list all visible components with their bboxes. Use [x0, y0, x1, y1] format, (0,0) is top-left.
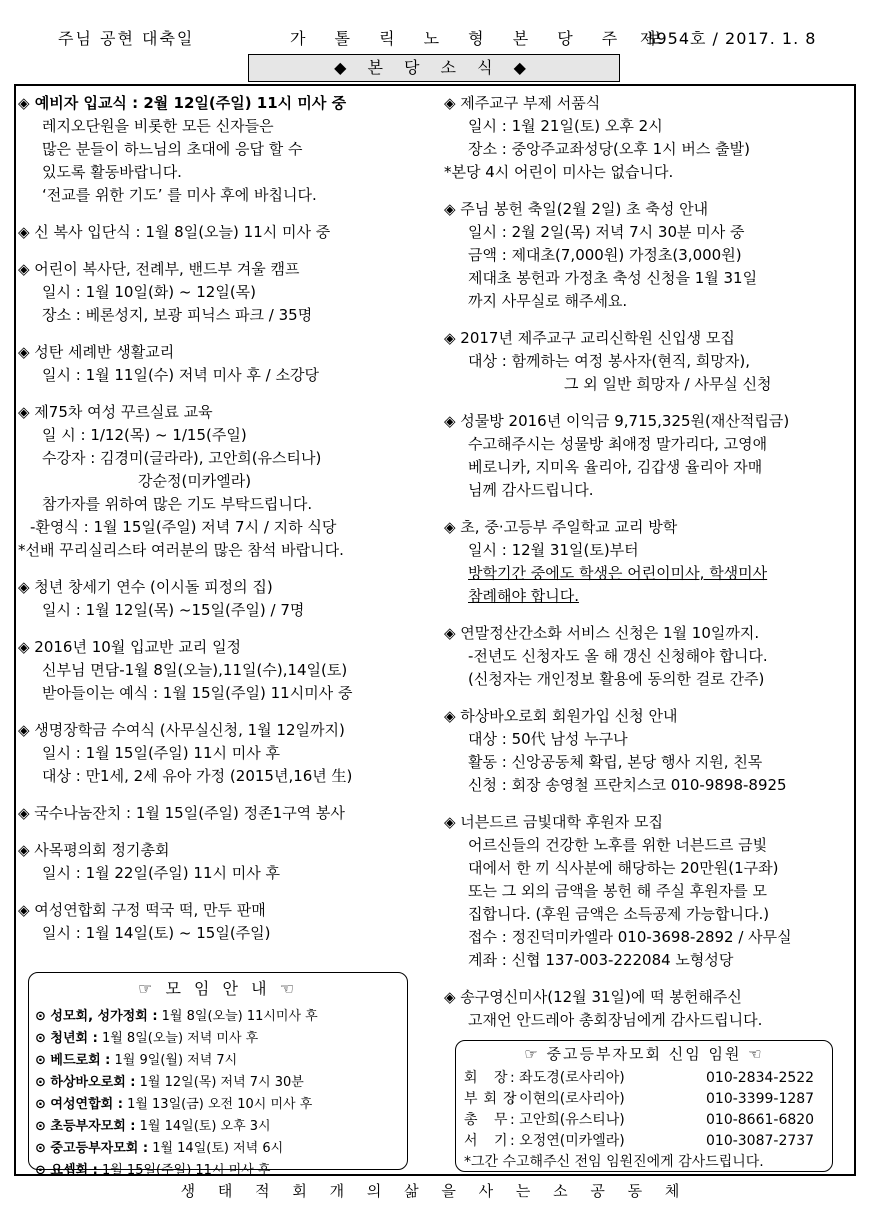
notice-line: 있도록 활동바랍니다. — [42, 163, 182, 181]
meeting-row — [35, 1094, 401, 1116]
meeting-row — [35, 1006, 401, 1028]
officer-name: : 고안희(유스티나) — [510, 1112, 625, 1128]
officer-role: 부회장 — [464, 1091, 523, 1107]
notice-item — [444, 811, 850, 972]
meeting-name: ⊙ 베드로회 : — [35, 1053, 111, 1068]
officers-title: ☞ 중고등부자모회 신임 임원 ☜ — [524, 1045, 764, 1063]
notice-line: 일시 : 1월 10일(화) ~ 12일(목) — [42, 283, 257, 301]
notice-title: ◈ 연말정산간소화 서비스 신청은 1월 10일까지. — [444, 624, 760, 642]
notice-line: 또는 그 외의 금액을 봉헌 해 주실 후원자를 모 — [468, 882, 767, 900]
meeting-row — [35, 1160, 401, 1182]
officer-phone: 010-3399-1287 — [706, 1091, 815, 1107]
meetings-box — [28, 972, 408, 1178]
notice-line: -전년도 신청자도 올 해 갱신 신청해야 합니다. — [468, 647, 768, 665]
notice-line: 일시 : 12월 31일(토)부터 — [468, 541, 639, 559]
meeting-row — [35, 1072, 401, 1094]
notice-item — [444, 516, 850, 608]
notice-title: ◈ 국수나눔잔치 : 1월 15일(주일) 정존1구역 봉사 — [18, 804, 345, 822]
notice-line: 일시 : 1월 11일(수) 저녁 미사 후 / 소강당 — [42, 366, 319, 384]
officers-note: *그간 수고해주신 전임 임원진에게 감사드립니다. — [464, 1154, 764, 1170]
meeting-name: ⊙ 여성연합회 : — [35, 1097, 123, 1112]
notice-title: ◈ 제주교구 부제 서품식 — [444, 94, 601, 112]
notice-line: 신청 : 회장 송영철 프란치스코 010-9898-8925 — [468, 776, 787, 794]
notice-item — [18, 839, 426, 885]
meeting-detail: 1월 9일(월) 저녁 7시 — [110, 1053, 238, 1068]
officers-box — [455, 1040, 833, 1172]
meeting-row — [35, 1028, 401, 1050]
notice-line: 접수 : 정진덕미카엘라 010-3698-2892 / 사무실 — [468, 928, 792, 946]
notice-item — [444, 198, 850, 313]
notice-title: ◈ 어린이 복사단, 전례부, 밴드부 겨울 캠프 — [18, 260, 300, 278]
officer-row — [464, 1089, 824, 1110]
notice-item — [18, 636, 426, 705]
notice-line: (신청자는 개인정보 활용에 동의한 걸로 간주) — [468, 670, 765, 688]
notice-line: 일시 : 2월 2일(목) 저녁 7시 30분 미사 중 — [468, 223, 745, 241]
notice-line: 계좌 : 신협 137-003-222084 노형성당 — [468, 951, 734, 969]
notice-line: 그 외 일반 희망자 / 사무실 신청 — [564, 375, 772, 393]
notice-title: ◈ 사목평의회 정기총회 — [18, 841, 170, 859]
notice-title: ◈ 성탄 세례반 생활교리 — [18, 343, 175, 361]
feast-name: 주님 공현 대축일 — [58, 29, 195, 48]
notice-item — [444, 410, 850, 502]
notice-item — [444, 705, 850, 797]
notice-line: 장소 : 베론성지, 보광 피닉스 파크 / 35명 — [42, 306, 313, 324]
bulletin-title: 가 톨 릭 노 형 본 당 주 보 — [290, 29, 674, 48]
meeting-name: ⊙ 중고등부자모회 : — [35, 1141, 149, 1156]
officer-role: 서 기 — [464, 1133, 514, 1149]
notice-line: 장소 : 중앙주교좌성당(오후 1시 버스 출발) — [468, 140, 750, 158]
meeting-row — [35, 1116, 401, 1138]
officer-role: 총 무 — [464, 1112, 514, 1128]
bulletin-header — [0, 27, 869, 51]
meeting-row — [35, 1138, 401, 1160]
meeting-name: ⊙ 요셉회 : — [35, 1163, 98, 1178]
meeting-name: ⊙ 성모회, 성가정회 : — [35, 1009, 158, 1024]
notice-line: 일 시 : 1/12(목) ~ 1/15(주일) — [42, 426, 247, 444]
officer-row — [464, 1110, 824, 1131]
notice-title: ◈ 청년 창세기 연수 (이시돌 피정의 집) — [18, 578, 273, 596]
notice-line: 베로니카, 지미옥 율리아, 김갑생 율리아 자매 — [468, 458, 763, 476]
meetings-title: ☞ 모 임 안 내 ☜ — [138, 979, 298, 998]
notice-line: 제대초 봉헌과 가정초 축성 신청을 1월 31일 — [468, 269, 758, 287]
meeting-detail: 1월 15일(주일) 11시 미사 후 — [97, 1163, 271, 1178]
notice-item — [18, 401, 426, 562]
notice-line: 많은 분들이 하느님의 초대에 응답 할 수 — [42, 140, 303, 158]
notice-line: *본당 4시 어린이 미사는 없습니다. — [444, 163, 674, 181]
notice-line: 금액 : 제대초(7,000원) 가정초(3,000원) — [468, 246, 742, 264]
notice-item — [18, 258, 426, 327]
notice-line: 고재언 안드레아 총회장님에게 감사드립니다. — [468, 1011, 763, 1029]
notice-line: 수강자 : 김경미(글라라), 고안희(유스티나) — [42, 449, 322, 467]
officer-phone: 010-8661-6820 — [706, 1112, 815, 1128]
notice-item — [18, 899, 426, 945]
left-column — [18, 92, 426, 959]
notice-item — [18, 719, 426, 788]
notice-title: ◈ 하상바오로회 회원가입 신청 안내 — [444, 707, 678, 725]
notice-title: ◈ 초, 중·고등부 주일학교 교리 방학 — [444, 518, 678, 536]
meeting-detail: 1월 13일(금) 오전 10시 미사 후 — [122, 1097, 313, 1112]
notice-line: 일시 : 1월 22일(주일) 11시 미사 후 — [42, 864, 280, 882]
notice-line: 집합니다. (후원 금액은 소득공제 가능합니다.) — [468, 905, 770, 923]
notice-line: 레지오단원을 비롯한 모든 신자들은 — [42, 117, 274, 135]
notice-line: -환영식 : 1월 15일(주일) 저녁 7시 / 지하 식당 — [30, 518, 337, 536]
notice-item — [18, 802, 426, 825]
notice-line: ‘전교를 위한 기도’ 를 미사 후에 바칩니다. — [42, 186, 317, 204]
notice-line: 님께 감사드립니다. — [468, 481, 594, 499]
notice-item — [18, 576, 426, 622]
section-banner: ◆ 본 당 소 식 ◆ — [248, 54, 620, 82]
notice-title: ◈ 제75차 여성 꾸르실료 교육 — [18, 403, 213, 421]
notice-title: ◈ 2017년 제주교구 교리신학원 신입생 모집 — [444, 329, 735, 347]
notice-title: ◈ 생명장학금 수여식 (사무실신청, 1월 12일까지) — [18, 721, 345, 739]
notice-line: *선배 꾸리실리스타 여러분의 많은 참석 바랍니다. — [18, 541, 344, 559]
notice-item — [18, 341, 426, 387]
issue-number-date: 제954호 / 2017. 1. 8 — [640, 29, 817, 48]
meeting-detail: 1월 14일(토) 오후 3시 — [135, 1119, 271, 1134]
notice-title: ◈ 여성연합회 구정 떡국 떡, 만두 판매 — [18, 901, 266, 919]
notice-line: 일시 : 1월 15일(주일) 11시 미사 후 — [42, 744, 280, 762]
officer-name: : 이현의(로사리아) — [510, 1091, 625, 1107]
notice-title: ◈ 송구영신미사(12월 31일)에 떡 봉헌해주신 — [444, 988, 742, 1006]
meeting-detail: 1월 8일(오늘) 11시미사 후 — [157, 1009, 318, 1024]
footer-motto: 생 태 적 회 개 의 삶 을 사 는 소 공 동 체 — [180, 1182, 689, 1200]
notice-line: 어르신들의 건강한 노후를 위한 너븐드르 금빛 — [468, 836, 768, 854]
notice-line: 대상 : 50代 남성 누구나 — [468, 730, 628, 748]
officer-row — [464, 1068, 824, 1089]
notice-item — [444, 327, 850, 396]
notice-line: 참가자를 위하여 많은 기도 부탁드립니다. — [42, 495, 313, 513]
officer-phone: 010-2834-2522 — [706, 1070, 815, 1086]
officer-phone: 010-3087-2737 — [706, 1133, 815, 1149]
officer-name: : 오정연(미카엘라) — [510, 1133, 625, 1149]
notice-title: ◈ 주님 봉헌 축일(2월 2일) 초 축성 안내 — [444, 200, 709, 218]
meeting-detail: 1월 14일(토) 저녁 6시 — [148, 1141, 284, 1156]
notice-line: 일시 : 1월 12일(목) ~15일(주일) / 7명 — [42, 601, 305, 619]
notice-title: ◈ 예비자 입교식 : 2월 12일(주일) 11시 미사 중 — [18, 94, 347, 112]
notice-line: 일시 : 1월 14일(토) ~ 15일(주일) — [42, 924, 271, 942]
notice-line: 까지 사무실로 해주세요. — [468, 292, 628, 310]
notice-title: ◈ 2016년 10월 입교반 교리 일정 — [18, 638, 242, 656]
right-column — [444, 92, 850, 1046]
notice-line: 방학기간 중에도 학생은 어린이미사, 학생미사 — [468, 564, 768, 582]
notice-line: 신부님 면담-1월 8일(오늘),11일(수),14일(토) — [42, 661, 348, 679]
meeting-name: ⊙ 청년회 : — [35, 1031, 98, 1046]
meetings-list — [35, 1006, 401, 1182]
meeting-name: ⊙ 하상바오로회 : — [35, 1075, 136, 1090]
notice-line: 강순정(미카엘라) — [138, 472, 252, 490]
notice-line: 활동 : 신앙공동체 확립, 본당 행사 지원, 친목 — [468, 753, 763, 771]
notice-line: 참례해야 합니다. — [468, 587, 579, 605]
notice-item — [444, 92, 850, 184]
notice-title: ◈ 너븐드르 금빛대학 후원자 모집 — [444, 813, 663, 831]
notice-title: ◈ 성물방 2016년 이익금 9,715,325원(재산적립금) — [444, 412, 790, 430]
notice-item — [18, 221, 426, 244]
notice-line: 대상 : 함께하는 여정 봉사자(현직, 희망자), — [468, 352, 750, 370]
notice-line: 수고해주시는 성물방 최애정 말가리다, 고영애 — [468, 435, 768, 453]
officer-role: 회 장 — [464, 1070, 514, 1086]
officers-list — [464, 1068, 824, 1152]
meeting-name: ⊙ 초등부자모회 : — [35, 1119, 136, 1134]
officer-name: : 좌도경(로사리아) — [510, 1070, 625, 1086]
meeting-detail: 1월 12일(목) 저녁 7시 30분 — [135, 1075, 304, 1090]
notice-title: ◈ 신 복사 입단식 : 1월 8일(오늘) 11시 미사 중 — [18, 223, 331, 241]
notice-item — [444, 986, 850, 1032]
notice-item — [18, 92, 426, 207]
notice-line: 일시 : 1월 21일(토) 오후 2시 — [468, 117, 663, 135]
officer-row — [464, 1131, 824, 1152]
notice-line: 받아들이는 예식 : 1월 15일(주일) 11시미사 중 — [42, 684, 353, 702]
meeting-detail: 1월 8일(오늘) 저녁 미사 후 — [97, 1031, 259, 1046]
notice-line: 대에서 한 끼 식사분에 해당하는 20만원(1구좌) — [468, 859, 779, 877]
notice-line: 대상 : 만1세, 2세 유아 가정 (2015년,16년 生) — [42, 767, 353, 785]
notice-item — [444, 622, 850, 691]
meeting-row — [35, 1050, 401, 1072]
